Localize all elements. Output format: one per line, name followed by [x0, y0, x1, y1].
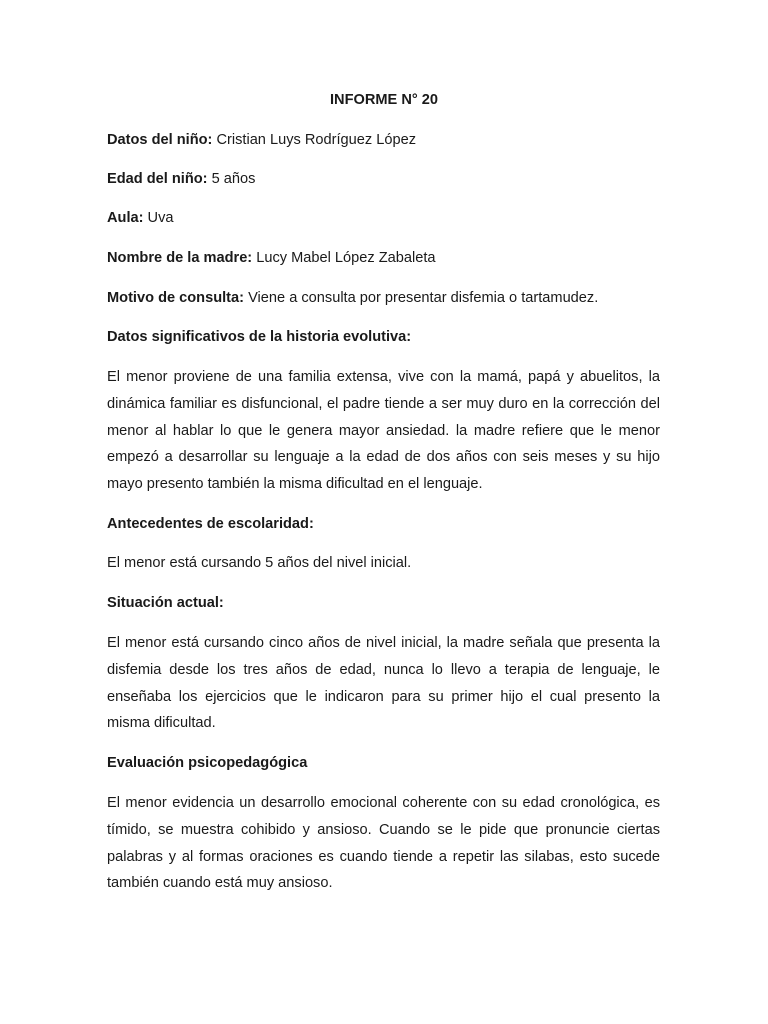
field-consult-reason — [107, 290, 598, 306]
field-child-age — [107, 171, 255, 187]
section-heading-evaluation: Evaluación psicopedagógica — [107, 755, 308, 771]
field-value: 5 años — [207, 171, 256, 187]
field-label: Aula: — [107, 210, 144, 226]
field-child-name — [107, 132, 416, 148]
field-label: Nombre de la madre: — [107, 250, 253, 266]
field-label: Datos del niño: — [107, 132, 213, 148]
section-text-schooling: El menor está cursando 5 años del nivel inicial. — [107, 555, 412, 571]
report-title: INFORME N° 20 — [329, 92, 438, 108]
field-label: Motivo de consulta: — [107, 290, 245, 306]
section-heading-schooling: Antecedentes de escolaridad: — [107, 516, 314, 532]
section-text-current: El menor está cursando cinco años de nivel inicial, la madre señala que presenta la disfemia desde los tres años de edad, nunca lo llevo a terapia de lenguaje, le enseñaba los ejercicios que le indicaron para su primer hijo el cual presento la misma dificultad. — [107, 635, 660, 732]
section-text-evaluation: El menor evidencia un desarrollo emocional coherente con su edad cronológica, es tímido, se muestra cohibido y ansioso. Cuando se le pide que pronuncie ciertas palabras y al formas oraciones es cuando tiende a repetir las silabas, esto sucede también cuando está muy ansioso. — [107, 795, 660, 892]
field-label: Edad del niño: — [107, 171, 208, 187]
section-text-history: El menor proviene de una familia extensa, vive con la mamá, papá y abuelitos, la dinámica familiar es disfuncional, el padre tiende a ser muy duro en la corrección del menor al hablar lo que le genera mayor ansiedad. la madre refiere que le menor empezó a desarrollar su lenguaje a la edad de dos años con seis meses y su hijo mayo presento también la misma dificultad en el lenguaje. — [107, 369, 660, 493]
field-value: Viene a consulta por presentar disfemia o tartamudez. — [244, 290, 599, 306]
field-value: Lucy Mabel López Zabaleta — [252, 250, 436, 266]
field-value: Cristian Luys Rodríguez López — [212, 132, 417, 148]
field-classroom — [107, 210, 174, 226]
field-value: Uva — [143, 210, 174, 226]
field-mother-name — [107, 250, 436, 266]
section-heading-history: Datos significativos de la historia evolutiva: — [107, 329, 412, 345]
section-heading-current: Situación actual: — [107, 595, 224, 611]
